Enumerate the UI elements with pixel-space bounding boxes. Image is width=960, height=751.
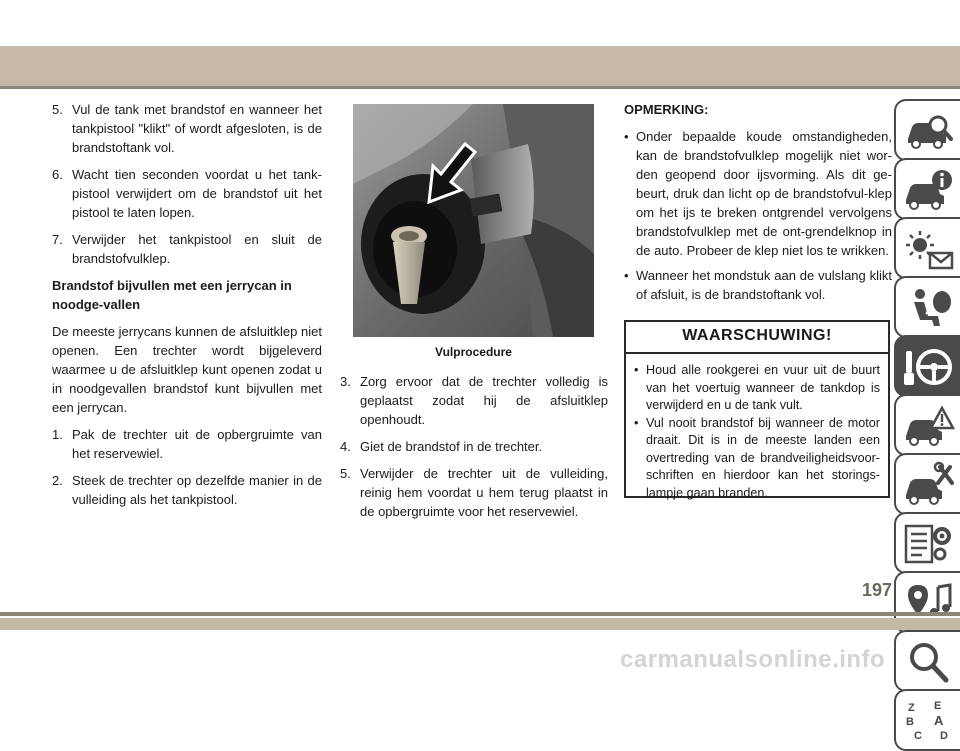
note-bullet: [624, 266, 892, 304]
car-magnifier-icon: [904, 109, 954, 153]
step-number: 1.: [52, 427, 63, 442]
step-text: Wacht tien seconden voordat u het tank-pistool verwijdert om de brandstof uit het pistool te laten lopen.: [72, 167, 322, 220]
tab-seat-airbag[interactable]: [894, 276, 960, 338]
middle-column: [340, 372, 608, 529]
tab-car-info[interactable]: [894, 158, 960, 220]
page-header: [0, 0, 960, 46]
bullet-text: Vul nooit brandstof bij wanneer de motor draait. Dit is in de meeste landen een overtreding van de brandveiligheidsvoor-schriften en hierdoor kan het storings-lampje gaan branden.: [646, 415, 880, 500]
watermark: carmanualsonline.info: [620, 646, 886, 673]
step-number: 2.: [52, 473, 63, 488]
tab-checklist-gear[interactable]: [894, 512, 960, 574]
footer-band: [0, 618, 960, 630]
step-item: [340, 372, 608, 429]
section-heading: Brandstof bijvullen met een jerrycan in noodge-vallen: [52, 278, 292, 312]
car-wrench-icon: [904, 463, 954, 507]
steering-wheel-key-icon: [904, 345, 954, 389]
car-warning-icon: [904, 404, 954, 448]
step-text: Verwijder de trechter uit de vulleiding, reinig hem voordat u hem terug plaatst in de opbergruimte voor het reservewiel.: [360, 466, 608, 519]
bullet-dot: •: [624, 129, 629, 144]
step-number: 5.: [340, 466, 351, 481]
index-letter: D: [940, 730, 948, 742]
step-text: Vul de tank met brandstof en wanneer het tankpistool "klikt" of wordt afgesloten, is de brandstoftank vol.: [72, 102, 322, 155]
left-column: [52, 100, 322, 517]
tab-search[interactable]: [894, 630, 960, 692]
header-band: [0, 46, 960, 86]
tab-steering-wheel-key[interactable]: [894, 335, 960, 397]
index-letter: Z: [908, 702, 915, 714]
step-number: 4.: [340, 439, 351, 454]
bullet-text: Wanneer het mondstuk aan de vulslang klikt of afsluit, is de brandstoftank vol.: [636, 268, 892, 302]
page-number: 197: [862, 580, 893, 600]
warning-lights-message-icon: [904, 227, 954, 271]
note-heading: OPMERKING:: [624, 102, 709, 117]
checklist-gear-icon: [904, 522, 954, 566]
step-number: 5.: [52, 102, 63, 117]
chapter-tabs: [894, 99, 960, 751]
step-item: [340, 437, 608, 456]
step-item: [52, 230, 322, 268]
warning-bullet: [634, 415, 880, 503]
index-letter: E: [934, 700, 942, 712]
tab-car-wrench[interactable]: [894, 453, 960, 515]
tab-car-warning[interactable]: [894, 394, 960, 456]
warning-bullet: [634, 362, 880, 415]
step-item: [52, 100, 322, 157]
fuel-filler-illustration: [353, 104, 594, 337]
tab-alphabet-index[interactable]: [894, 689, 960, 751]
step-number: 6.: [52, 167, 63, 182]
step-number: 7.: [52, 232, 63, 247]
bullet-text: Onder bepaalde koude omstandigheden, kan de brandstofvulklep mogelijk niet wor-den geopend door ijsvorming. Als dit ge-beurt, druk dan licht op de brandstofvul-klep om het ijs te breken ontgrendel vervolgens brandstofvulklep met de ont-grendelknop in de auto. Probeer de klep niet los te wrikken.: [636, 129, 892, 258]
warning-box: [624, 320, 890, 498]
step-text: Pak de trechter uit de opbergruimte van het reservewiel.: [72, 427, 322, 461]
alphabet-index-icon: [904, 699, 954, 743]
step-text: Verwijder het tankpistool en sluit de brandstofvulklep.: [72, 232, 322, 266]
footer-rule: [0, 612, 960, 616]
fuel-filler-photo: [353, 104, 594, 337]
bullet-dot: •: [624, 268, 629, 283]
warning-title: WAARSCHUWING!: [626, 322, 888, 354]
step-item: [52, 165, 322, 222]
step-item: [52, 471, 322, 509]
figure-caption: Vulprocedure: [435, 345, 512, 359]
index-letter: A: [934, 713, 944, 728]
step-text: Giet de brandstof in de trechter.: [360, 439, 543, 454]
warning-body: [626, 354, 888, 502]
index-letter: B: [906, 716, 914, 728]
index-letter: C: [914, 730, 922, 742]
bullet-dot: •: [634, 363, 639, 377]
seat-airbag-icon: [904, 286, 954, 330]
step-item: [340, 464, 608, 521]
step-text: Steek de trechter op dezelfde manier in de vulleiding als het tankpistool.: [72, 473, 322, 507]
bullet-dot: •: [634, 415, 639, 430]
tab-warning-lights-message[interactable]: [894, 217, 960, 279]
step-item: [52, 425, 322, 463]
car-info-icon: [904, 168, 954, 212]
search-icon: [904, 640, 954, 684]
tab-car-magnifier[interactable]: [894, 99, 960, 161]
step-text: Zorg ervoor dat de trechter volledig is geplaatst zodat hij de afsluitklep openhoudt.: [360, 374, 608, 427]
step-number: 3.: [340, 374, 351, 389]
header-rule: [0, 86, 960, 89]
note-bullet: [624, 127, 892, 260]
right-column: [624, 100, 892, 310]
section-paragraph: De meeste jerrycans kunnen de afsluitklep niet openen. Een trechter wordt bijgeleverd waarmee u de afsluitklep kunt openen zodat u in noodgevallen brandstof kunt bijvullen met een jerrycan.: [52, 324, 322, 415]
bullet-text: Houd alle rookgerei en vuur uit de buurt van het voertuig wanneer de tankdop is verwijderd en u de tank vult.: [646, 363, 880, 412]
